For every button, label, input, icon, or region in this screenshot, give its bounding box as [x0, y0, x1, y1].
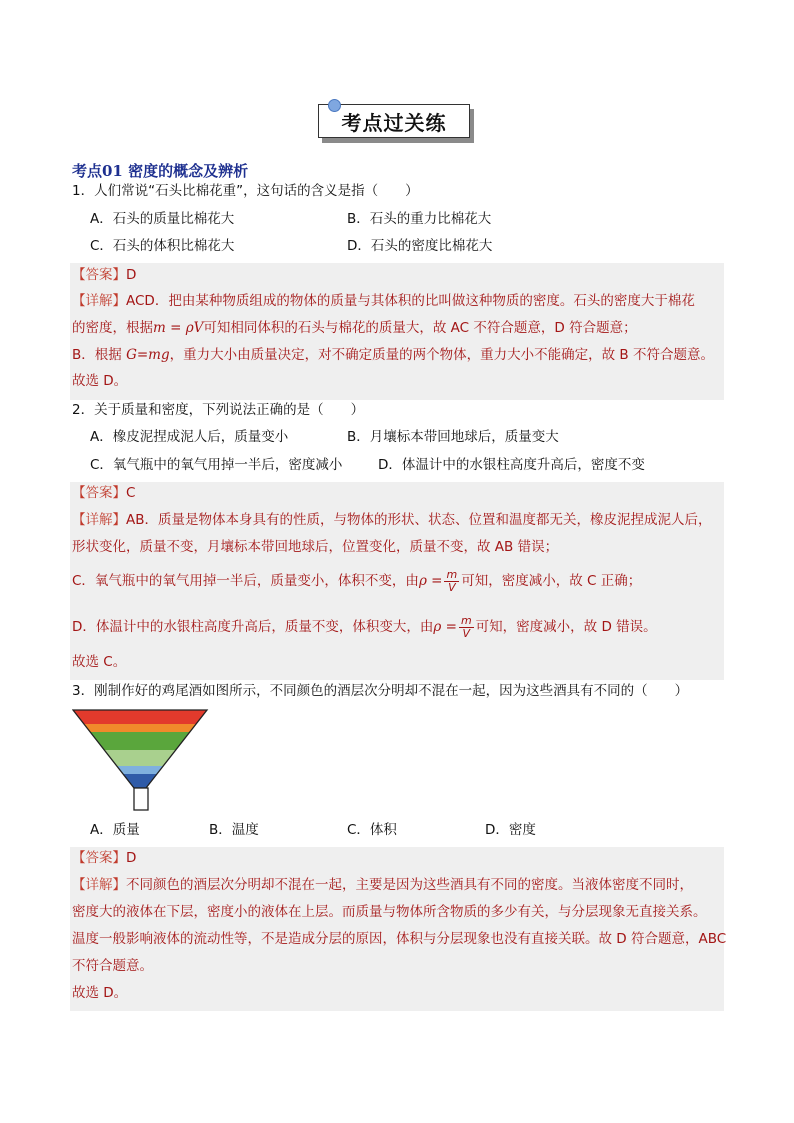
- section-heading: 考点01 密度的概念及辨析: [72, 162, 249, 180]
- q3-option-c: C．体积: [347, 822, 397, 838]
- fraction-denominator: V: [448, 580, 456, 594]
- q3-option-a: A．质量: [90, 822, 140, 838]
- q2-conclusion: 故选 C。: [72, 654, 127, 670]
- q3-conclusion: 故选 D。: [72, 985, 128, 1001]
- answer-tag: 【答案】: [72, 485, 126, 501]
- q2-answer: C: [126, 485, 136, 501]
- glass-stem: [134, 788, 148, 810]
- q2-detail-line-1: [72, 510, 712, 530]
- fraction-numerator: m: [446, 567, 458, 581]
- q3-detail-2: 密度大的液体在下层，密度小的液体在上层。而质量与物体所含物质的多少有关，与分层现象无直接关系。: [72, 904, 707, 920]
- q2-option-a: A．橡皮泥捏成泥人后，质量变小: [90, 429, 289, 445]
- q1-answer-line: [72, 265, 136, 285]
- q2-detail-4a: D．体温计中的水银柱高度升高后，质量不变，体积变大，由: [72, 619, 434, 635]
- q3-answer-line: [72, 848, 136, 868]
- q2-detail-line-4: [72, 614, 657, 640]
- liquid-layer: [72, 774, 212, 788]
- q3-option-b: B．温度: [209, 822, 259, 838]
- q3-detail-4: 不符合题意。: [72, 958, 153, 974]
- q1-detail-2a: 的密度，根据: [72, 320, 153, 336]
- detail-tag: 【详解】: [72, 877, 126, 893]
- q2-detail-2: 形状变化，质量不变，月壤标本带回地球后，位置变化，质量不变，故 AB 错误；: [72, 539, 559, 555]
- q1-option-c: C．石头的体积比棉花大: [90, 238, 235, 254]
- q3-answer-box: [70, 847, 727, 1011]
- q1-detail-line-2: [72, 318, 637, 338]
- page-title: 考点过关练: [341, 110, 447, 135]
- q1-detail-3b: ，重力大小由质量决定，对不确定质量的两个物体，重力大小不能确定，故 B 不符合题意。: [169, 347, 714, 363]
- q2-option-b: B．月壤标本带回地球后，质量变大: [347, 429, 559, 445]
- answer-tag: 【答案】: [72, 850, 126, 866]
- q2-detail-4b: 可知，密度减小，故 D 错误。: [475, 619, 657, 635]
- q1-option-b: B．石头的重力比棉花大: [347, 211, 492, 227]
- q1-detail-line-1: [72, 291, 695, 311]
- answer-tag: 【答案】: [72, 267, 126, 283]
- q2-detail-line-3: [72, 568, 641, 594]
- fraction-denominator: V: [462, 626, 471, 640]
- q3-answer: D: [126, 850, 137, 866]
- q1-option-d: D．石头的密度比棉花大: [347, 238, 493, 254]
- q3-detail-1: 不同颜色的酒层次分明却不混在一起，主要是因为这些酒具有不同的密度。当液体密度不同时，: [126, 877, 693, 893]
- q3-option-d: D．密度: [485, 822, 536, 838]
- fraction-numerator: m: [460, 613, 472, 627]
- q1-detail-2b: 可知相同体积的石头与棉花的质量大，故 AC 不符合题意，D 符合题意；: [203, 320, 637, 336]
- rho-equals: ρ =: [433, 619, 457, 635]
- q1-formula-2: G=mg: [126, 347, 170, 363]
- q1-answer: D: [126, 267, 137, 283]
- q3-stem: 3．刚制作好的鸡尾酒如图所示，不同颜色的酒层次分明却不混在一起，因为这些酒具有不同的（ ）: [72, 683, 689, 699]
- q2-option-d: D．体温计中的水银柱高度升高后，密度不变: [378, 457, 645, 473]
- q2-option-c: C．氧气瓶中的氧气用掉一半后，密度减小: [90, 457, 343, 473]
- q1-formula-1: m = ρV: [153, 320, 204, 336]
- title-dot-icon: [328, 99, 341, 112]
- q2-answer-box: [70, 482, 724, 680]
- q2-stem: 2．关于质量和密度，下列说法正确的是（ ）: [72, 402, 365, 418]
- q1-answer-box: [70, 263, 724, 400]
- liquid-layer: [72, 766, 212, 774]
- q3-detail-line-1: [72, 875, 693, 895]
- detail-tag: 【详解】: [72, 512, 126, 528]
- title-frame: [318, 104, 470, 138]
- q3-detail-3: 温度一般影响液体的流动性等，不是造成分层的原因，体积与分层现象也没有直接关联。故 D 符合题意，ABC: [72, 931, 727, 947]
- fraction-m-over-v: [444, 569, 459, 594]
- liquid-layer: [72, 710, 212, 724]
- q2-detail-3b: 可知，密度减小，故 C 正确；: [461, 573, 642, 589]
- title-box: [318, 104, 476, 144]
- q1-conclusion: 故选 D。: [72, 373, 128, 389]
- detail-tag: 【详解】: [72, 293, 126, 309]
- q2-detail-1: AB．质量是物体本身具有的性质，与物体的形状、状态、位置和温度都无关，橡皮泥捏成泥人后，: [126, 512, 712, 528]
- q1-option-a: A．石头的质量比棉花大: [90, 211, 235, 227]
- cocktail-glass-figure: [72, 708, 212, 812]
- q1-detail-3a: B．根据: [72, 347, 127, 363]
- rho-equals: ρ =: [418, 573, 443, 589]
- q2-detail-3a: C．氧气瓶中的氧气用掉一半后，质量变小，体积不变，由: [72, 573, 419, 589]
- q1-detail-1: ACD．把由某种物质组成的物体的质量与其体积的比叫做这种物质的密度。石头的密度大于棉花: [126, 293, 695, 309]
- q1-detail-line-3: [72, 345, 714, 365]
- fraction-m-over-v: [459, 615, 474, 640]
- q2-answer-line: [72, 483, 135, 503]
- q1-stem: 1．人们常说“石头比棉花重”，这句话的含义是指（ ）: [72, 183, 419, 199]
- liquid-layer: [72, 750, 212, 766]
